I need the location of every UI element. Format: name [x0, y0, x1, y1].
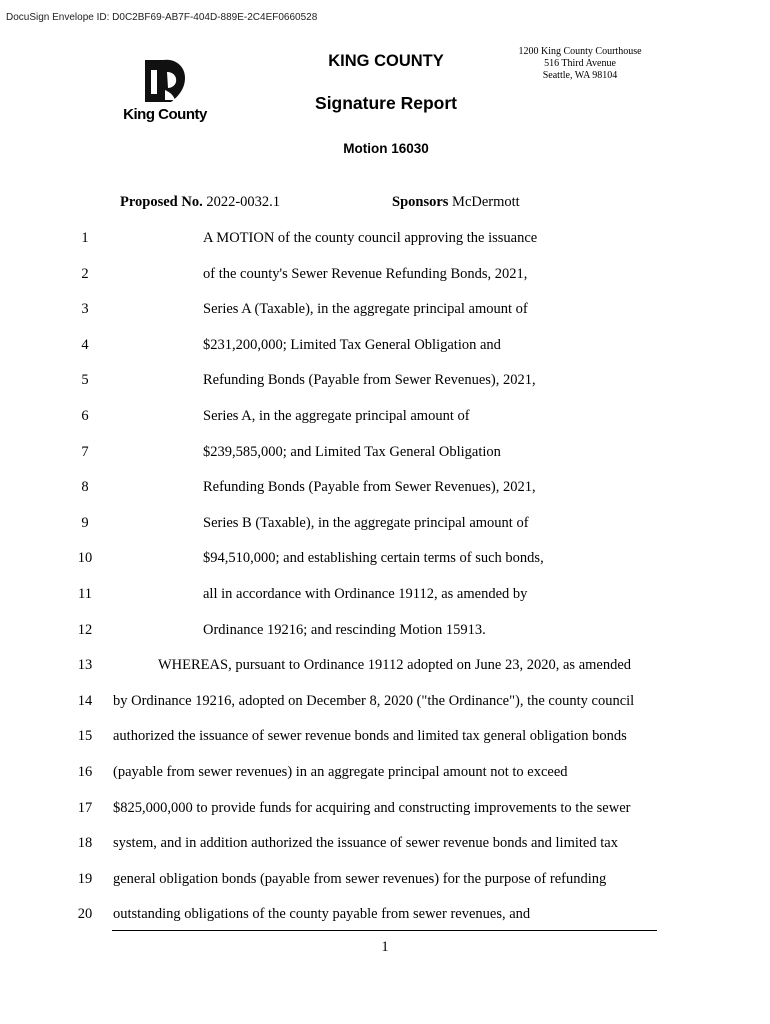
line-text: by Ordinance 19216, adopted on December 8, 2020 ("the Ordinance"), the county council — [113, 693, 635, 709]
logo-wordmark: King County — [123, 106, 207, 123]
org-title: KING COUNTY — [328, 52, 444, 70]
line-number: 2 — [81, 266, 89, 282]
line-text: outstanding obligations of the county payable from sewer revenues, and — [113, 906, 531, 922]
line-text: $94,510,000; and establishing certain terms of such bonds, — [203, 550, 544, 566]
motion-number: Motion 16030 — [343, 141, 429, 156]
address-line: Seattle, WA 98104 — [542, 70, 618, 81]
line-text: Series B (Taxable), in the aggregate principal amount of — [203, 515, 529, 531]
line-number: 13 — [77, 657, 93, 673]
line-number: 7 — [81, 444, 89, 460]
line-text: Series A, in the aggregate principal amount of — [203, 408, 470, 424]
address-line: 1200 King County Courthouse — [518, 46, 642, 57]
king-county-logo-icon — [143, 58, 187, 104]
line-number: 17 — [77, 800, 93, 816]
line-number: 8 — [81, 479, 89, 495]
line-text: WHEREAS, pursuant to Ordinance 19112 adopted on June 23, 2020, as amended — [158, 657, 632, 673]
line-number: 5 — [81, 372, 89, 388]
line-number: 14 — [77, 693, 93, 709]
line-number: 19 — [77, 871, 93, 887]
line-number: 16 — [77, 764, 93, 780]
proposed-value: 2022-0032.1 — [206, 194, 281, 210]
sponsors-value: McDermott — [452, 194, 520, 210]
line-text: $239,585,000; and Limited Tax General Obligation — [203, 444, 501, 460]
line-number: 6 — [81, 408, 89, 424]
sponsors — [392, 194, 520, 211]
line-text: A MOTION of the county council approving the issuance — [203, 230, 538, 246]
line-number: 20 — [77, 906, 93, 922]
line-number: 11 — [78, 586, 92, 602]
king-county-logo — [110, 56, 220, 126]
line-text: all in accordance with Ordinance 19112, as amended by — [203, 586, 528, 602]
line-number: 3 — [81, 301, 89, 317]
sponsors-label: Sponsors — [392, 194, 449, 210]
line-number: 18 — [77, 835, 93, 851]
line-text: authorized the issuance of sewer revenue bonds and limited tax general obligation bonds — [113, 728, 627, 744]
docusign-envelope-id: DocuSign Envelope ID: D0C2BF69-AB7F-404D-889E-2C4EF0660528 — [6, 12, 318, 23]
footer-divider — [112, 930, 657, 931]
line-text: Refunding Bonds (Payable from Sewer Revenues), 2021, — [203, 479, 536, 495]
line-number: 9 — [81, 515, 89, 531]
line-number: 4 — [81, 337, 89, 353]
address-line: 516 Third Avenue — [544, 58, 616, 69]
line-text: Series A (Taxable), in the aggregate principal amount of — [203, 301, 528, 317]
line-text: Refunding Bonds (Payable from Sewer Revenues), 2021, — [203, 372, 536, 388]
proposed-number — [120, 194, 280, 211]
line-text: of the county's Sewer Revenue Refunding Bonds, 2021, — [203, 266, 528, 282]
line-number: 10 — [77, 550, 93, 566]
proposed-label: Proposed No. — [120, 194, 203, 210]
line-text: general obligation bonds (payable from sewer revenues) for the purpose of refunding — [113, 871, 607, 887]
line-number: 1 — [81, 230, 89, 246]
line-text: $825,000,000 to provide funds for acquiring and constructing improvements to the sewer — [113, 800, 631, 816]
report-title: Signature Report — [315, 93, 457, 113]
line-number: 12 — [77, 622, 93, 638]
page-number: 1 — [381, 939, 389, 955]
line-text: system, and in addition authorized the issuance of sewer revenue bonds and limited tax — [113, 835, 618, 851]
line-text: (payable from sewer revenues) in an aggregate principal amount not to exceed — [113, 764, 568, 780]
address-block — [500, 46, 660, 82]
line-text: $231,200,000; Limited Tax General Obligation and — [203, 337, 501, 353]
line-text: Ordinance 19216; and rescinding Motion 15913. — [203, 622, 486, 638]
line-number: 15 — [77, 728, 93, 744]
